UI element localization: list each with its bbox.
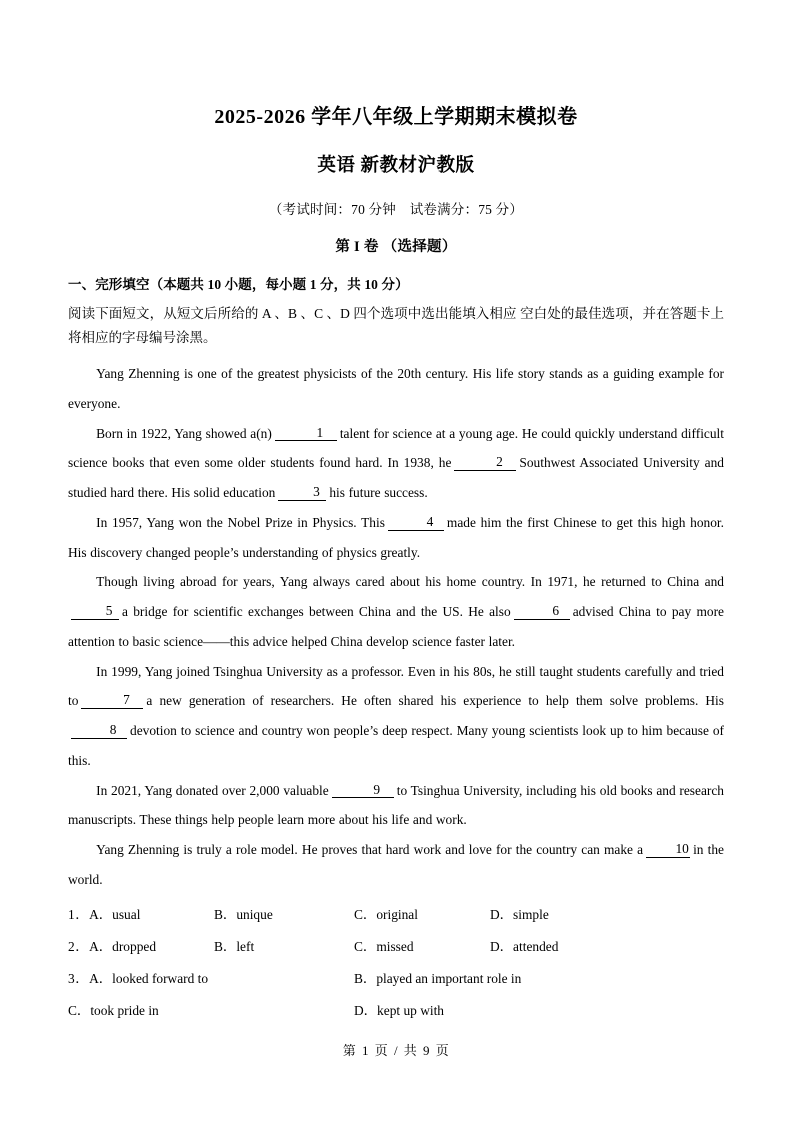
passage-paragraph-2 [68,419,724,508]
cloze-blank-3[interactable]: 3 [278,485,326,501]
question-row-3-bottom [68,1004,724,1022]
cloze-blank-2[interactable]: 2 [454,455,516,471]
document-subtitle: 英语 新教材沪教版 [317,156,475,176]
cloze-blank-9[interactable]: 9 [332,783,394,799]
paragraph-text: a new generation of researchers. He often shared his experience to help them solve problems. His [146,693,724,709]
question-row-2 [68,940,724,958]
document-title: 2025-2026 学年八年级上学期期末模拟卷 [214,106,578,128]
paragraph-text: Born in 1922, Yang showed a(n) [96,425,272,441]
paragraph-text: Yang Zhenning is one of the greatest physicists of the 20th century. His life story stands as a guiding example for everyone. [68,366,724,411]
passage-paragraph-4 [68,567,724,656]
paragraph-text: made him the first Chinese to get this high honor. His discovery changed people’s understanding of physics greatly. [68,514,724,560]
paragraph-text: In 1957, Yang won the Nobel Prize in Physics. This [96,514,385,530]
paragraph-text: talent for science at a young age. He could quickly understand difficult science books that even some older students found hard. In 1938, he [68,425,724,471]
paragraph-text: In 2021, Yang donated over 2,000 valuable [96,782,329,798]
paragraph-text: Southwest Associated University and studied hard there. His solid education [68,455,724,501]
reading-passage [68,359,724,895]
question-row-1 [68,908,724,926]
option-2-c[interactable]: C．missed [354,938,414,954]
option-1-a[interactable] [68,908,140,921]
paragraph-text: in the world. [68,842,724,887]
option-label: A．usual [89,906,141,922]
option-2-a[interactable] [68,940,156,953]
option-2-b[interactable]: B．left [214,938,255,954]
cloze-blank-6[interactable]: 6 [514,604,570,620]
option-3-d[interactable]: D．kept up with [354,1002,445,1018]
option-1-d[interactable]: D．simple [490,906,549,922]
section-heading-cloze: 一、完形填空（本题共 10 小题，每小题 1 分，共 10 分） [68,277,409,292]
paragraph-text: In 1999, Yang joined Tsinghua University as a professor. Even in his 80s, he still taught students carefully and tried to [68,663,724,709]
option-2-d[interactable]: D．attended [490,938,559,954]
paragraph-text: devotion to science and country won people’s deep respect. Many young scientists look up to him because of this. [68,723,724,768]
page-footer: 第 1 页 / 共 9 页 [342,1043,451,1058]
option-label: A．dropped [89,938,157,954]
page-content [68,0,724,1036]
option-3-a[interactable] [68,972,208,985]
option-3-c[interactable]: C．took pride in [68,1002,159,1018]
section-instruction: 阅读下面短文，从短文后所给的 A 、B 、C 、D 四个选项中选出能填入相应 空白处的最佳选项，并在答题卡上将相应的字母编号涂黑。 [68,306,724,346]
paragraph-text: Though living abroad for years, Yang always cared about his home country. In 1971, he returned to China and [96,574,724,590]
cloze-blank-1[interactable]: 1 [275,426,337,442]
paragraph-text: a bridge for scientific exchanges between China and the US. He also [122,604,511,620]
cloze-blank-10[interactable]: 10 [646,842,690,858]
paragraph-text: his future success. [329,485,428,501]
passage-paragraph-7 [68,835,724,895]
cloze-blank-7[interactable]: 7 [81,693,143,709]
exam-info-line: （考试时间：70 分钟 试卷满分：75 分） [268,202,524,217]
question-number-2: 2． [68,938,90,954]
option-3-b[interactable]: B．played an important role in [354,970,522,986]
cloze-blank-5[interactable]: 5 [71,604,119,620]
paragraph-text: Yang Zhenning is truly a role model. He proves that hard work and love for the country can make a [96,842,644,858]
question-number-1: 1． [68,906,90,922]
paragraph-text: to Tsinghua University, including his old books and research manuscripts. These things help people learn more about his life and work. [68,782,724,828]
passage-paragraph-6 [68,776,724,836]
cloze-blank-8[interactable]: 8 [71,723,127,739]
question-row-3-top [68,972,724,990]
option-1-b[interactable]: B．unique [214,906,273,922]
cloze-blank-4[interactable]: 4 [388,515,444,531]
paper-part-heading: 第 I 卷 （选择题） [335,239,457,255]
passage-paragraph-5 [68,657,724,776]
option-label: A．looked forward to [89,970,209,986]
option-1-c[interactable]: C．original [354,906,418,922]
answer-options-list [68,908,724,1022]
passage-paragraph-3 [68,508,724,568]
paragraph-text: advised China to pay more attention to basic science——this advice helped China develop science faster later. [68,604,724,649]
passage-paragraph-1 [68,359,724,419]
question-number-3: 3． [68,970,90,986]
